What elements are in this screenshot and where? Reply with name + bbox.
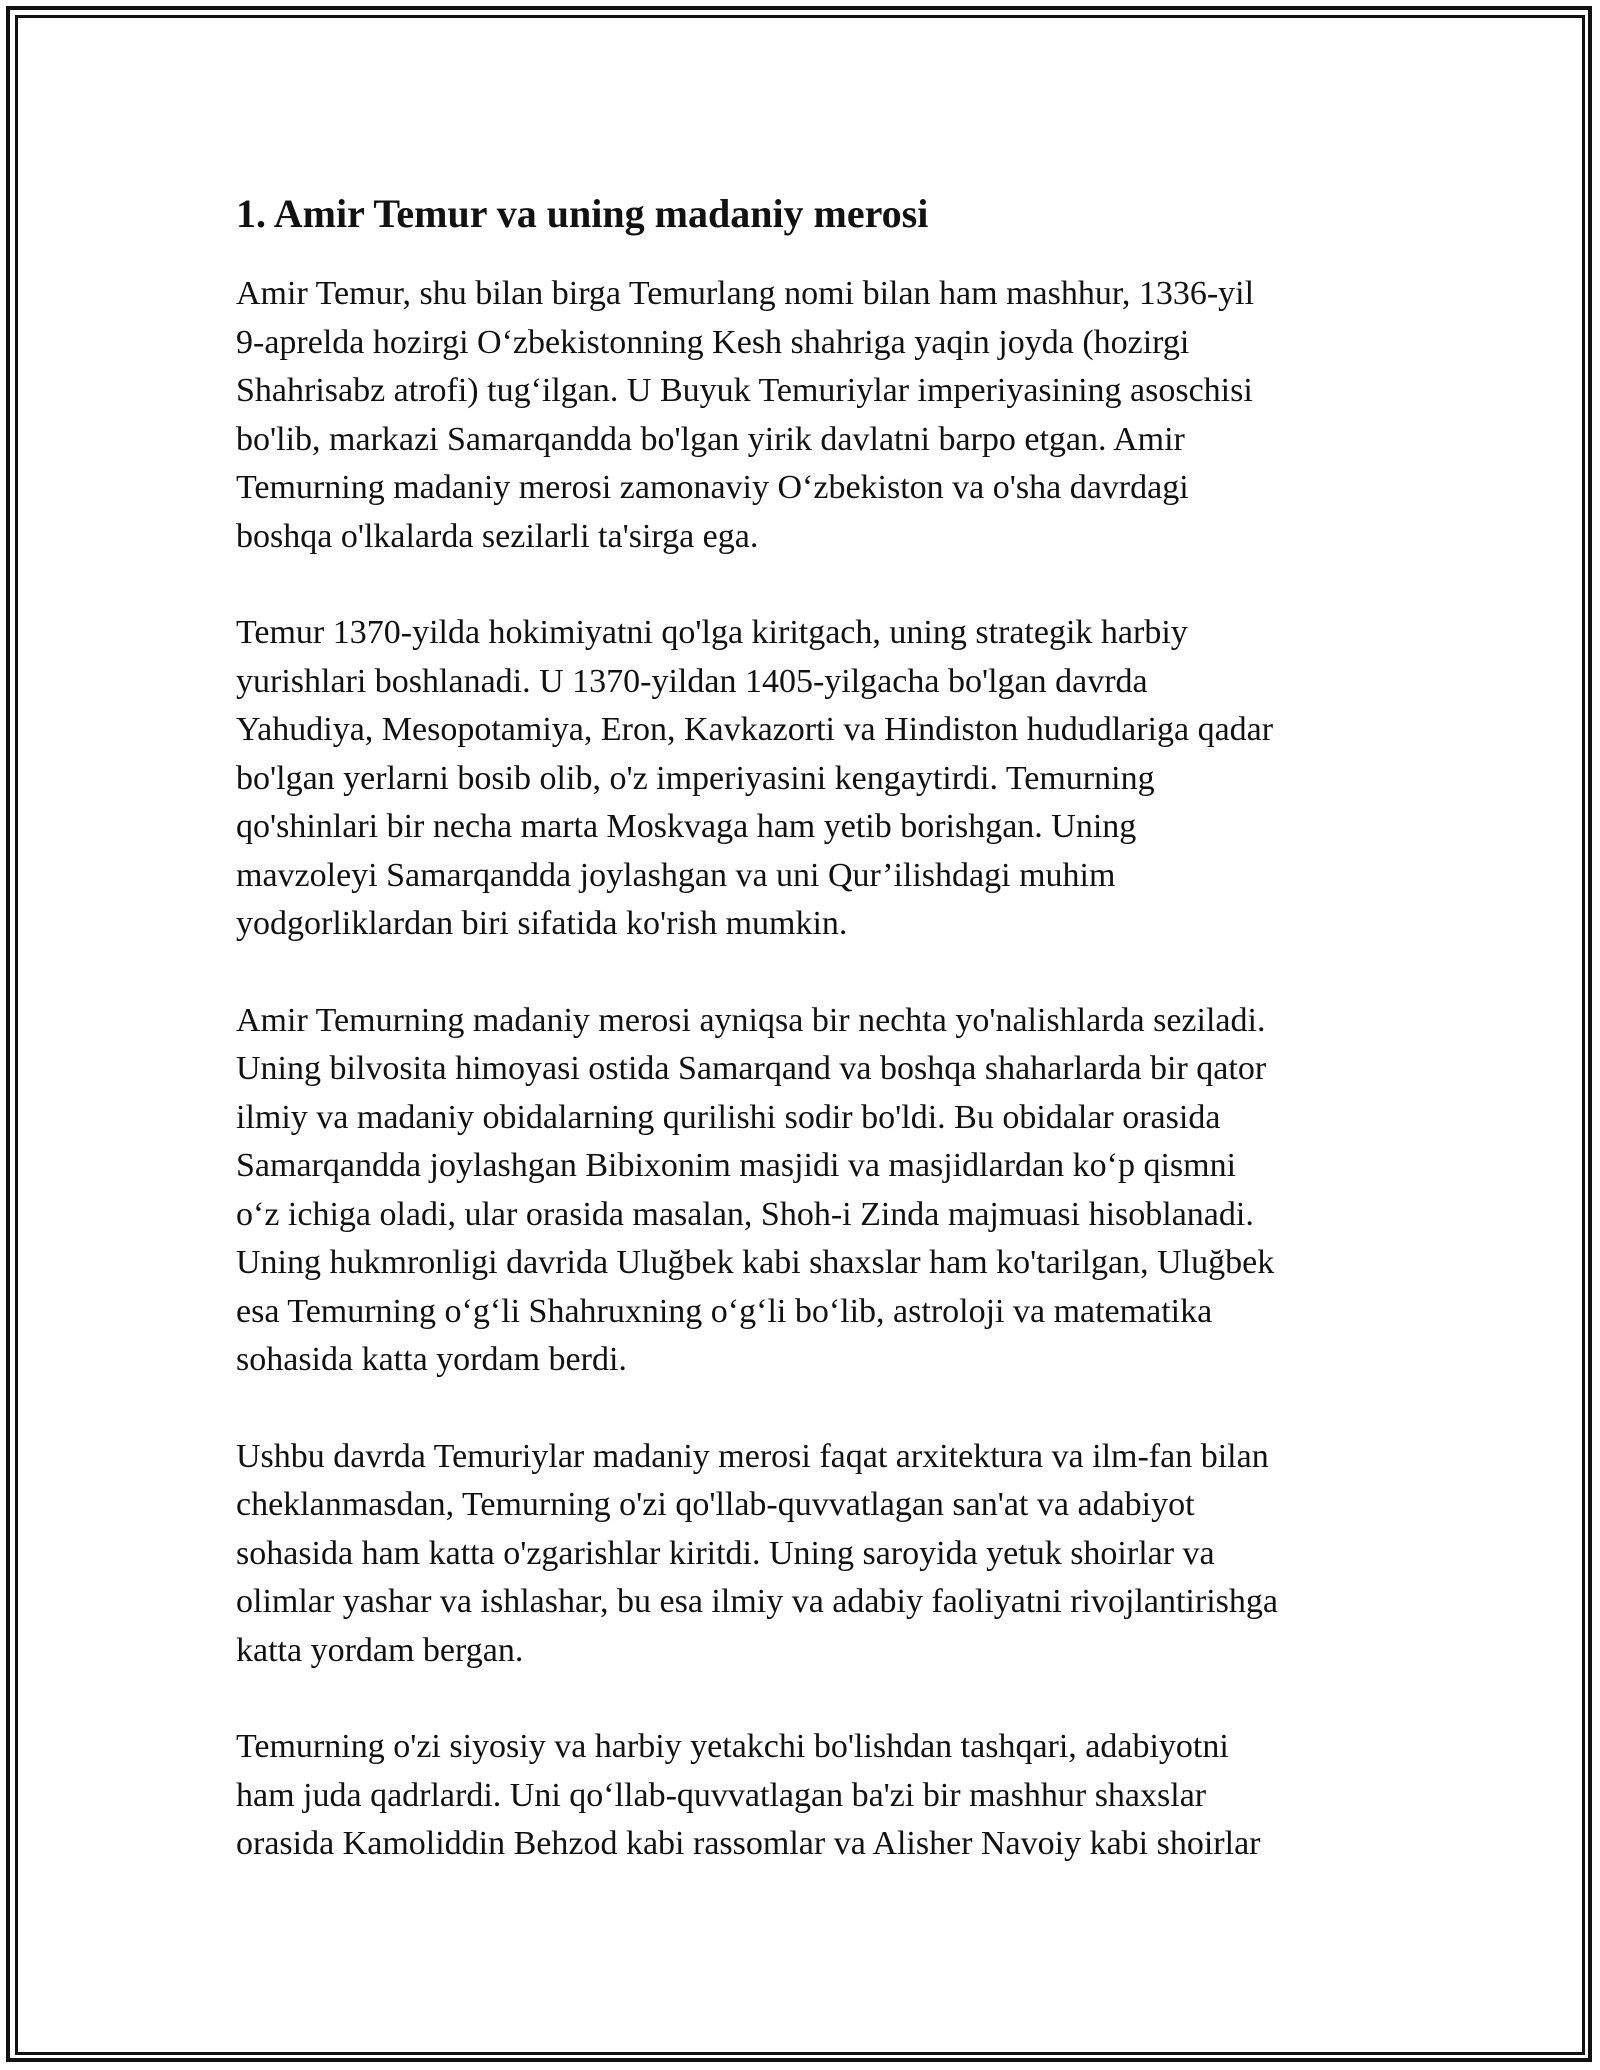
paragraph-4: Ushbu davrda Temuriylar madaniy merosi faqat arxitektura va ilm-fan bilan cheklanmasdan, Temurning o'zi qo'llab-quvvatlagan san'at va adabiyot sohasida ham katta o'zgarishlar kiritdi. Uning saroyida yetuk shoirlar va olimlar yashar va ishlashar, bu esa ilmiy va adabiy faoliyatni rivojlantirishga katta yordam bergan. <box>236 1437 1278 1669</box>
paragraph-5: Temurning o'zi siyosiy va harbiy yetakchi bo'lishdan tashqari, adabiyotni ham juda qadrlardi. Uni qo‘llab-quvvatlagan ba'zi bir mashhur shaxslar orasida Kamoliddin Behzod kabi rassomlar va Alisher Navoiy kabi shoirlar <box>236 1728 1261 1862</box>
paragraph-1: Amir Temur, shu bilan birga Temurlang nomi bilan ham mashhur, 1336-yil 9-aprelda hozirgi O‘zbekistonning Kesh shahriga yaqin joyda (hozirgi Shahrisabz atrofi) tug‘ilgan. U Buyuk Temuriylar imperiyasining asoschisi bo'lib, markazi Samarqandda bo'lgan yirik davlatni barpo etgan. Amir Temurning madaniy merosi zamonaviy O‘zbekiston va o'sha davrdagi boshqa o'lkalarda sezilarli ta'sirga ega. <box>236 275 1255 555</box>
paragraph-2: Temur 1370-yilda hokimiyatni qo'lga kiritgach, uning strategik harbiy yurishlari boshlanadi. U 1370-yildan 1405-yilgacha bo'lgan davrda Yahudiya, Mesopotamiya, Eron, Kavkazorti va Hindiston hududlariga qadar bo'lgan yerlarni bosib olib, o'z imperiyasini kengaytirdi. Temurning qo'shinlari bir necha marta Moskvaga ham yetib borishgan. Uning mavzoleyi Samarqandda joylashgan va uni Qur’ilishdagi muhim yodgorliklardan biri sifatida ko'rish mumkin. <box>236 614 1274 942</box>
document-title: 1. Amir Temur va uning madaniy merosi <box>236 191 929 236</box>
paragraph-3: Amir Temurning madaniy merosi ayniqsa bir nechta yo'nalishlarda seziladi. Uning bilvosita himoyasi ostida Samarqand va boshqa shaharlarda bir qator ilmiy va madaniy obidalarning qurilishi sodir bo'ldi. Bu obidalar orasida Samarqandda joylashgan Bibixonim masjidi va masjidlardan ko‘p qismni o‘z ichiga oladi, ular orasida masalan, Shoh-i Zinda majmuasi hisoblanadi. Uning hukmronligi davrida Uluğbek kabi shaxslar ham ko'tarilgan, Uluğbek esa Temurning o‘g‘li Shahruxning o‘g‘li bo‘lib, astroloji va matematika sohasida katta yordam berdi. <box>236 1001 1275 1378</box>
document-body <box>236 186 1386 1917</box>
